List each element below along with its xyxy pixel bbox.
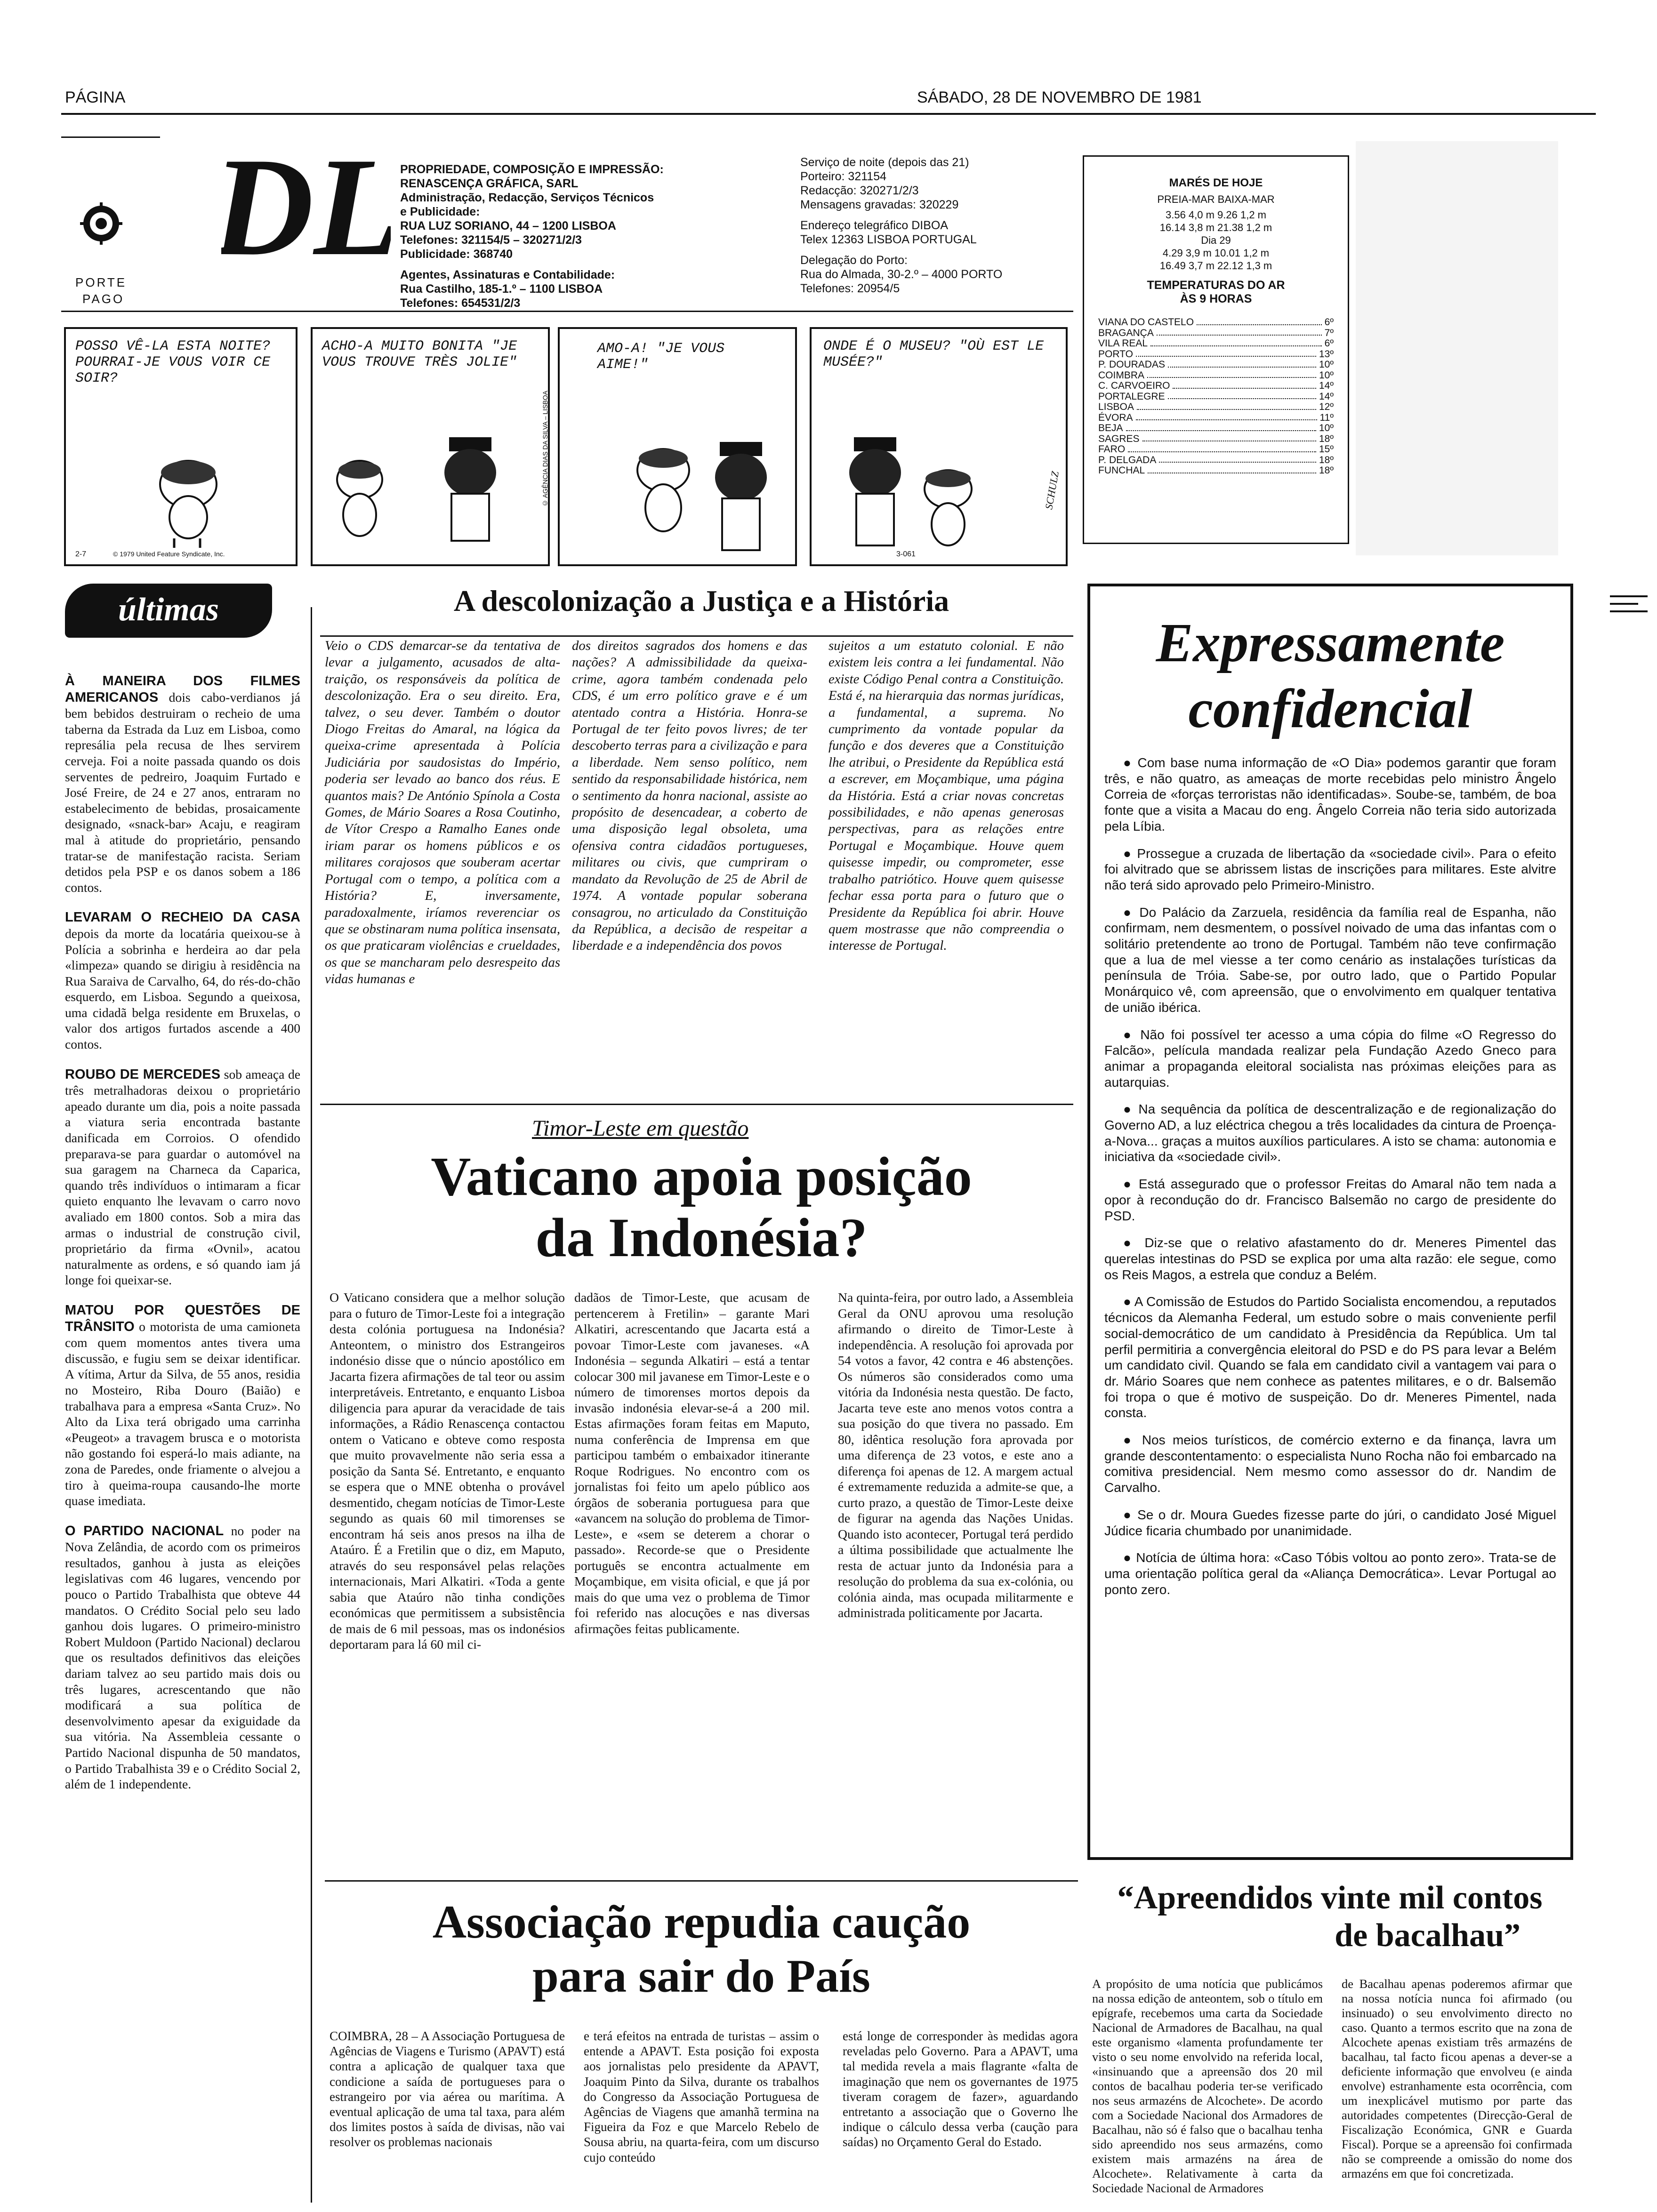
ultimas-item <box>65 1066 300 1288</box>
tides-title: MARÉS DE HOJE <box>1169 176 1263 189</box>
leader-dots <box>1159 455 1316 463</box>
ultimas-label: últimas <box>118 592 219 628</box>
bullet-icon: ● <box>1123 1507 1138 1522</box>
temperature-row <box>1098 338 1334 349</box>
pago-label: PAGO <box>82 292 125 306</box>
comic-strip-number: 2-7 <box>75 550 87 558</box>
comic-signature: SCHULZ <box>1043 470 1061 511</box>
city-name: FARO <box>1098 444 1126 455</box>
bacalhau-col-2: de Bacalhau apenas poderemos afirmar que na nossa notícia nunca foi afirmado (ou insinuado) o seu envolvimento directo no caso. Quanto a termos escrito que na zona de Alcochete apenas existiam três armazéns de bacalhau, tal facto ficou apenas a dever-se a deficiente informação que envolveu (e ainda envolve) estranhamente esta ocorrência, com um inexplicável mutismo por parte das autoridades competentes (Direcção-Geral de Fiscalização Económica, GNR e Guarda Fiscal). Porque se a apreensão foi confirmada não se compreende a omissão do nome dos armazéns em que foi concretizada. <box>1342 1977 1572 2180</box>
ultimas-column <box>65 673 300 1806</box>
temperature-row <box>1098 317 1334 328</box>
temperature-row <box>1098 402 1334 413</box>
header-rule <box>61 113 1596 115</box>
city-name: COIMBRA <box>1098 369 1145 381</box>
services-line <box>800 247 1064 253</box>
bullet-icon: ● <box>1123 1294 1134 1309</box>
temperature-row <box>1098 444 1334 455</box>
associacao-col-3: está longe de corresponder às medidas agora reveladas pelo Governo. Para a APAVT, uma tal medida revela a mais flagrante «falta de imaginação que nem os governantes de 1975 tiveram coragem de fazer», aguardando entretanto a associação que o Governo lhe indique o cálculo dessa verba (caução para saídas) no Orçamento Geral do Estado. <box>843 2029 1078 2149</box>
publisher-line: RENASCENÇA GRÁFICA, SARL <box>400 177 579 190</box>
leader-dots <box>1136 349 1316 357</box>
city-temperature: 18º <box>1319 454 1334 465</box>
corner-shade <box>1356 141 1558 555</box>
leader-dots <box>1128 444 1316 452</box>
publisher-line: e Publicidade: <box>400 205 480 218</box>
temperature-row <box>1098 392 1334 402</box>
descolonizacao-col-3: sujeitos a um estatuto colonial. E não existem leis contra a lei fundamental. Não existe Código Penal contra a Constituição. Está é, na hierarquia das normas jurídicas, a fundamental, a suprema. No cumprimento da vontade popular da função e dos deveres que a Constituição lhe atribui, o Presidente da República está a escrever, em Moçambique, uma página da História. Está a criar novas concretas possibilidades, e não apenas generosas perspectivas, para as relações entre Portugal e Moçambique. Houve quem quisesse impedir, ou comprometer, esse trabalho patriótico. Houve quem quisesse fechar essa porta para o futuro que o Presidente da República foi abrir. Houve quem mostrasse que não compreendia o interesse de Portugal. <box>828 638 1064 954</box>
tide-row: 4.29 3,9 m 10.01 1,2 m <box>1162 247 1270 259</box>
timor-bottom-rule <box>325 1880 1078 1882</box>
tide-row: 16.14 3,8 m 21.38 1,2 m <box>1159 222 1272 233</box>
confidential-item-text: Prossegue a cruzada de libertação da «sociedade civil». Para o efeito foi alvitrado que se abrissem listas de inscrições para militares. Este alvitre não terá sido aprovado pelo Primeiro-Ministro. <box>1104 846 1556 892</box>
bullet-icon: ● <box>1123 846 1137 861</box>
ultimas-item <box>65 909 300 1052</box>
bullet-icon: ● <box>1123 755 1138 770</box>
bullet-icon: ● <box>1123 1235 1145 1250</box>
associacao-col-2: e terá efeitos na entrada de turistas – assim o entende a APAVT. Esta posição foi exposta aos jornalistas pelo presidente da APAVT, Joaquim Pinto da Silva, durante os trabalhos do Congresso da Associação Portuguesa de Agências de Viagens que amanhã termina na Figueira da Foz e que Marcelo Rebelo de Sousa abriu, na quarta-feira, com um discurso cujo conteúdo <box>584 2029 819 2164</box>
services-line: Telefones: 20954/5 <box>800 282 900 295</box>
confidential-item-text: Diz-se que o relativo afastamento do dr. Meneres Pimentel das querelas intestinas do PSD se explica por uma alta razão: ele segue, como os Reis Magos, a estrela que conduz a Belém. <box>1104 1235 1556 1282</box>
comic-panel4-code: 3-061 <box>896 550 916 558</box>
city-name: BEJA <box>1098 423 1123 433</box>
bullet-icon: ● <box>1123 1027 1141 1042</box>
snoopy-girl-icon <box>840 433 990 555</box>
city-name: FUNCHAL <box>1098 465 1145 476</box>
temp-title: TEMPERATURAS DO AR <box>1147 279 1285 292</box>
city-temperature: 7º <box>1324 327 1334 338</box>
expressamente-title-2: confidencial <box>1188 678 1472 739</box>
city-name: SAGRES <box>1098 433 1140 444</box>
confidential-item <box>1104 1176 1556 1224</box>
temp-subtitle: ÀS 9 HORAS <box>1180 292 1252 305</box>
ultimas-item-text: o motorista de uma camioneta com quem momentos antes tivera uma discussão, e fugiu sem se deixar identificar. A vítima, Artur da Silva, de 55 anos, residia no Mosteiro, Riba Douro (Baião) e trabalhava para a empresa «Santa Cruz». No Alto da Lixa terá obrigado uma carrinha «Peugeot» a travagem brusca e o motorista não gostando foi esperá-lo mais adiante, na zona de Paredes, onde friamente o alvejou a tiro à queima-roupa causando-lhe morte quase imediata. <box>65 1319 300 1508</box>
ultimas-item <box>65 673 300 895</box>
girl-icon <box>430 433 510 555</box>
expressamente-box <box>1087 584 1573 1860</box>
ultimas-item-lead: ROUBO DE MERCEDES <box>65 1066 221 1082</box>
confidential-item-text: Na sequência da política de descentralização e de regionalização do Governo AD, a luz eléctrica chegou a três localidades da cintura de Proença-a-Nova... graças a muitos auxílios particulares. A isto se chama: autonomia e iniciativa da «sociedade civil». <box>1104 1102 1556 1164</box>
comic-bubble-3: AMO-A! "JE VOUS AIME!" <box>597 341 725 373</box>
descolonizacao-rule <box>320 635 1073 637</box>
confidential-item-text: Notícia de última hora: «Caso Tóbis voltou ao ponto zero». Trata-se de uma orientação política geral da «Aliança Democrática». Levar Portugal ao ponto zero. <box>1104 1550 1556 1597</box>
bullet-icon: ● <box>1123 1177 1139 1192</box>
ultimas-rule <box>311 607 312 2203</box>
services-line <box>800 212 1064 218</box>
confidential-item <box>1104 846 1556 893</box>
dl-logo-text: DL <box>221 128 391 285</box>
tide-row: Dia 29 <box>1201 234 1231 246</box>
publisher-line: Rua Castilho, 185-1.º – 1100 LISBOA <box>400 282 603 296</box>
bullet-icon: ● <box>1123 1433 1142 1448</box>
tides-subtitle: PREIA-MAR BAIXA-MAR <box>1157 193 1275 205</box>
city-temperature: 13º <box>1319 348 1334 360</box>
publisher-line: Publicidade: 368740 <box>400 248 513 261</box>
publisher-line: Telefones: 321154/5 – 320271/2/3 <box>400 233 582 247</box>
city-name: ÉVORA <box>1098 412 1133 423</box>
snoopy-icon <box>327 451 393 545</box>
temperature-row <box>1098 423 1334 434</box>
bullet-icon: ● <box>1123 1550 1136 1565</box>
publisher-line: PROPRIEDADE, COMPOSIÇÃO E IMPRESSÃO: <box>400 163 664 176</box>
leader-dots <box>1157 328 1322 336</box>
confidential-item-text: Está assegurado que o professor Freitas do Amaral não tem nada a opor à recondução do dr. Francisco Balsemão no cargo de presidente do PSD. <box>1104 1177 1556 1223</box>
city-name: BRAGANÇA <box>1098 327 1154 338</box>
temperature-row <box>1098 328 1334 339</box>
timor-headline-2: da Indonésia? <box>535 1207 868 1268</box>
expressamente-items <box>1104 755 1556 1597</box>
temperature-row <box>1098 360 1334 370</box>
confidential-item-text: Se o dr. Moura Guedes fizesse parte do júri, o candidato José Miguel Júdice ficaria chumbado por unanimidade. <box>1104 1507 1556 1538</box>
timor-kicker: Timor-Leste em questão <box>532 1116 749 1141</box>
page-date: SÁBADO, 28 DE NOVEMBRO DE 1981 <box>917 88 1202 106</box>
ultimas-item-text: no poder na Nova Zelândia, de acordo com os primeiros resultados, ganhou à justa as eleições legislativas com 46 lugares, vencendo por pouco o Partido Trabalhista que obteve 44 mandatos. O Crédito Social pelo seu lado ganhou dois lugares. O primeiro-ministro Robert Muldoon (Partido Nacional) declarou que os resultados definitivos das eleições dariam talvez ao seu partido mais dois ou três lugares, acrescentando que não modificará a sua política de desenvolvimento apesar da exiguidade da sua vitória. Na Assembleia cessante o Partido Nacional dispunha de 50 mandatos, o Partido Trabalhista 39 e o Crédito Social 2, além de 1 independente. <box>65 1523 300 1792</box>
confidential-item-text: Do Palácio da Zarzuela, residência da família real de Espanha, não confirmam, nem desmentem, o possível noivado de uma das infantas com o solitário pretendente ao trono de Portugal. Também não teve confirmação que a lua de mel viesse a ter como cenário as instalações turísticas da península de Tróia. Sabe-se, por outro lado, que o Partido Popular Monárquico vê, com apreensão, que o envolvimento em qualquer tentativa de união ibérica. <box>1104 905 1556 1015</box>
temperature-row <box>1098 381 1334 392</box>
confidential-item <box>1104 1101 1556 1165</box>
descolonizacao-col-1: Veio o CDS demarcar-se da tentativa de levar a julgamento, acusados de alta-traição, os responsáveis da política de descolonização. Era o seu direito. Era, talvez, o seu dever. Também o doutor Diogo Freitas do Amaral, na lógica da queixa-crime apresentada à Polícia Judiciária por saudosistas do Império, poderia ser levado ao banco dos réus. E quantos mais? De António Spínola a Costa Gomes, de Mário Soares a Rosa Coutinho, de Vítor Crespo a Ramalho Eanes onde iriam parar os homens públicos e os militares corajosos que souberam acertar Portugal com o tempo, a política com a História? E, inversamente, paradoxalmente, iríamos reverenciar os que se obstinaram numa política insensata, os que praticaram violências e crueldades, os que se mancharam pelo desrespeito das vidas humanas e <box>325 638 560 987</box>
temperature-row <box>1098 370 1334 381</box>
descolonizacao-headline: A descolonização a Justiça e a História <box>453 584 949 617</box>
city-name: P. DELGADA <box>1098 454 1157 465</box>
leader-dots <box>1148 465 1316 473</box>
ultimas-item-text: sob ameaça de três metralhadoras deixou o proprietário apeado durante um dia, pois a noite passada a viatura seria encontrada bastante danificada em Corroios. O ofendido preparava-se para guardar o automóvel na sua garagem na Charneca da Caparica, quando três indivíduos o intimaram a ficar quieto enquanto lhe levavam o carro novo avaliado em 1800 contos. Sob a mira das armas o industrial de construção civil, proprietário da firma «Ovnil», acatou naturalmente as ordens, e só quando iam já longe foi queixar-se. <box>65 1066 300 1288</box>
city-name: PORTO <box>1098 348 1133 360</box>
city-temperature: 15º <box>1319 444 1334 455</box>
bullet-icon: ● <box>1123 1102 1139 1117</box>
dl-logo <box>221 127 391 297</box>
confidential-item <box>1104 1507 1556 1539</box>
ultimas-banner <box>65 584 272 638</box>
services-info <box>800 155 1064 296</box>
confidential-item-text: Nos meios turísticos, de comércio externo e da finança, lavra um grande descontentamento: o especialista Nuno Rocha não foi embarcado na comitiva presidencial. Nem mesmo como assessor do dr. Nandim de Carvalho. <box>1104 1433 1556 1495</box>
publisher-line: Administração, Redacção, Serviços Técnicos <box>400 191 654 204</box>
porte-label: PORTE <box>75 275 127 289</box>
page-label: PÁGINA <box>65 88 126 106</box>
bacalhau-col-1: A propósito de uma notícia que publicámos na nossa edição de anteontem, sob o título em epígrafe, recebemos uma carta da Sociedade Nacional de Armadores de Bacalhau, na qual este organismo «lamenta profundamente ter visto o seu nome envolvido na referida local, «insinuando que a apreensão dos 20 mil contos de bacalhau poderia ter-se verificado nos seus armazéns de Alcochete». De acordo com a Sociedade Nacional dos Armadores de Bacalhau, não só é falso que o bacalhau tenha sido apreendido nos seus armazéns, como existem mais armazéns na área de Alcochete». Relativamente à carta da Sociedade Nacional de Armadores <box>1092 1977 1323 2195</box>
margin-marks <box>1610 595 1648 612</box>
city-name: P. DOURADAS <box>1098 359 1165 370</box>
services-line: Mensagens gravadas: 320229 <box>800 198 959 211</box>
city-temperature: 18º <box>1319 433 1334 444</box>
publisher-info <box>400 162 739 310</box>
city-name: VIANA DO CASTELO <box>1098 317 1194 328</box>
comic-bubble-2: ACHO-A MUITO BONITA "JE VOUS TROUVE TRÈS JOLIE" <box>322 338 517 370</box>
timor-col-3: Na quinta-feira, por outro lado, a Assembleia Geral da ONU aprovou uma resolução afirmando o direito de Timor-Leste à independência. A resolução foi aprovada por 54 votos a favor, 42 contra e 46 abstenções. Os números são considerados como uma vitória da Indonésia nesta questão. De facto, Jacarta teve este ano menos votos contra a sua posição do que tivera no passado. Em 80, idêntica resolução fora aprovada por uma diferença de 23 votos, e este ano a diferença foi apenas de 12. A margem actual é extremamente reduzida a admite-se que, a curto prazo, a questão de Timor-Leste deixe de figurar na agenda das Nações Unidas. Quando isto acontecer, Portugal terá perdido a última possibilidade que actualmente lhe resta de actuar junto da Indonésia para a resolução do problema da sua ex-colónia, ou colónia ainda, mas ocupada militarmente e administrada politicamente por Jacarta. <box>838 1290 1073 1620</box>
comic-bubble-1: POSSO VÊ-LA ESTA NOITE? POURRAI-JE VOUS VOIR CE SOIR? <box>75 338 271 386</box>
comic-panel-2 <box>311 327 550 566</box>
services-line: Endereço telegráfico DIBOA <box>800 219 949 232</box>
leader-dots <box>1137 402 1316 410</box>
snoopy-kissing-icon <box>626 437 786 560</box>
city-temperature: 10º <box>1319 423 1334 433</box>
city-name: VILA REAL <box>1098 338 1148 349</box>
associacao-headline-1: Associação repudia caução <box>432 1896 971 1948</box>
services-line: Serviço de noite (depois das 21) <box>800 156 969 169</box>
city-name: PORTALEGRE <box>1098 391 1165 402</box>
descolonizacao-bottom-rule <box>320 1104 1073 1105</box>
timor-col-1: O Vaticano considera que a melhor solução para o futuro de Timor-Leste foi a integração desta colónia portuguesa na Indonésia? Anteontem, o ministro dos Estrangeiros indonésio disse que o núncio apostólico em Jacarta fizera afirmações de tal teor ou assim interpretáveis. Entretanto, e enquanto Lisboa diligencia para apurar da veracidade de tais informações, a Rádio Renascença contactou ontem o Vaticano e obteve como resposta que muito provavelmente não seria essa a posição da Santa Sé. Entretanto, e enquanto se espera que o MNE obtenha o provável desmentido, chegam notícias de Timor-Leste segundo as quais 60 mil timorenses se encontram há seis anos presos na ilha de Ataúro. É a Fretilin que o diz, em Maputo, através do seu responsável pelas relações internacionais, Mari Alkatiri. «Toda a gente sabia que Ataúro não tinha condições económicas que permitissem a subsistência de mais de 6 mil pessoas, mas os indonésios deportaram para lá 60 mil ci- <box>330 1290 565 1651</box>
services-line: Delegação do Porto: <box>800 254 908 267</box>
city-temperature: 10º <box>1319 359 1334 370</box>
city-temperature: 11º <box>1319 412 1334 423</box>
publisher-line: Telefones: 654531/2/3 <box>400 297 521 310</box>
city-name: LISBOA <box>1098 401 1134 412</box>
comic-bubble-4: ONDE É O MUSEU? "OÙ EST LE MUSÉE?" <box>823 338 1044 370</box>
publisher-line: Agentes, Assinaturas e Contabilidade: <box>400 268 615 281</box>
confidential-item <box>1104 1027 1556 1090</box>
timor-col-2: dadãos de Timor-Leste, que acusam de pertencerem à Fretilin» – garante Mari Alkatiri, acrescentando que Jacarta está a povoar Timor-Leste com javaneses. «A Indonésia – segunda Alkatiri – está a tentar colocar 300 mil javanese em Timor-Leste e o número de timorenses mortos depois da invasão indonésia elevar-se-á a 200 mil. Estas afirmações foram feitas em Maputo, numa conferência de Imprensa em que participou também o embaixador itinerante Roque Rodrigues. No encontro com os jornalistas foi feito um apelo público aos órgãos de soberania portuguesa para que «avancem na solução do problema de Timor-Leste», e «sem se deterem a chorar o passado». Recorde-se que o Presidente português se encontra actualmente em Moçambique, em visita oficial, e que já por mais do que uma vez o problema de Timor foi referido nas alocuções e nas diversas afirmações feitas publicamente. <box>574 1290 810 1636</box>
tides-table <box>1084 208 1348 272</box>
ultimas-item-lead: O PARTIDO NACIONAL <box>65 1523 224 1539</box>
leader-dots <box>1126 423 1316 431</box>
snoopy-icon <box>146 447 231 550</box>
temperature-row <box>1098 465 1334 476</box>
header-rule-left <box>61 136 160 138</box>
bullet-icon: ● <box>1123 905 1140 920</box>
ultimas-item-lead: MATOU POR QUESTÕES DE TRÂNSITO <box>65 1302 300 1334</box>
ultimas-item-text: depois da morte da locatária queixou-se à Polícia a sobrinha e herdeira ao dar pela «limpeza» quando se dirigiu à residência na Rua Saraiva de Carvalho, 64, do rés-do-chão esquerdo, em Lisboa. Segundo a queixosa, uma cidadã belga residente em Bruxelas, o valor dos artigos furtados ascende a 400 contos. <box>65 926 300 1052</box>
ultimas-item <box>65 1523 300 1792</box>
city-temperature: 12º <box>1319 401 1334 412</box>
ultimas-item-lead: LEVARAM O RECHEIO DA CASA <box>65 910 300 925</box>
temperature-row <box>1098 349 1334 360</box>
leader-dots <box>1173 381 1316 389</box>
city-temperature: 14º <box>1319 380 1334 391</box>
ultimas-item-text: dois cabo-verdianos já bem bebidos destruiram o recheio de uma taberna da Estrada da Luz em Lisboa, como represália pela recusa de lhes servirem cerveja. Foi a noite passada quando os dois serventes de pedreiro, Joaquim Furtado e José Freire, de 24 e 27 anos, entraram no estabelecimento de bebidas, prosaicamente designado, «snack-bar» Acaju, e reagiram mal à atitude do proprietário, pensando tratar-se de manifestação racista. Seriam detidos pela PSP e os danos sobem a 186 contos. <box>65 689 300 895</box>
weather-box <box>1083 155 1349 544</box>
masthead-rule <box>61 311 1073 312</box>
tide-row: 3.56 4,0 m 9.26 1,2 m <box>1165 209 1267 221</box>
confidential-item <box>1104 1432 1556 1496</box>
expressamente-title-1: Expressamente <box>1156 612 1505 673</box>
confidential-item <box>1104 1235 1556 1282</box>
leader-dots <box>1136 413 1317 421</box>
city-temperature: 6º <box>1324 338 1334 349</box>
services-line: Redacção: 320271/2/3 <box>800 184 919 197</box>
descolonizacao-col-2: dos direitos sagrados dos homens e das nações? A admissibilidade da queixa-crime, agora também condenada pelo CDS, é um erro político grave e é um atentado contra a História. Honra-se Portugal de ter feito povos livres; de ter descoberto terras para a civilização e para a liberdade. Nem senso político, nem sentido da responsabilidade histórica, nem o sentimento da honra nacional, assiste ao propósito de desencadear, a coberto de uma disposição legal obsoleta, uma ofensiva contra cidadãos portugueses, militares ou civis, que cumpriram o mandato da Revolução de 25 de Abril de 1974. A vontade popular soberana consagrou, no articulado da Constituição da República, a decisão de respeitar a liberdade e a independência dos povos <box>572 638 807 954</box>
city-temperature: 10º <box>1319 369 1334 381</box>
confidential-item <box>1104 905 1556 1016</box>
leader-dots <box>1197 317 1322 325</box>
leader-dots <box>1142 434 1316 442</box>
temperature-row <box>1098 455 1334 466</box>
associacao-headline-2: para sair do País <box>532 1950 870 2002</box>
comic-panel-3 <box>558 327 797 566</box>
comic-panel-1 <box>64 327 298 566</box>
associacao-col-1: COIMBRA, 28 – A Associação Portuguesa de Agências de Viagens e Turismo (APAVT) está contra a aplicação de qualquer taxa que condicione a saída de portugueses para o estrangeiro por via aérea ou marítima. A eventual aplicação de uma tal taxa, para além dos limites postos à saída de divisas, não vai resolver os problemas nacionais <box>330 2029 565 2149</box>
leader-dots <box>1168 360 1316 368</box>
confidential-item <box>1104 1550 1556 1597</box>
timor-headline-1: Vaticano apoia posição <box>431 1146 972 1207</box>
city-temperature: 6º <box>1324 317 1334 328</box>
tide-row: 16.49 3,7 m 22.12 1,3 m <box>1159 260 1272 272</box>
bacalhau-headline-1: “Apreendidos vinte mil contos <box>1117 1880 1543 1916</box>
temperature-row <box>1098 434 1334 445</box>
city-name: C. CARVOEIRO <box>1098 380 1170 391</box>
services-line: Rua do Almada, 30-2.º – 4000 PORTO <box>800 268 1003 281</box>
confidential-item-text: A Comissão de Estudos do Partido Socialista encomendou, a reputados técnicos da Alemanha Federal, um estudo sobre o mais conveniente perfil social-democrático de um candidato à Presidência da República. Um tal perfil permitiria a convergência eleitoral do PSD e do PS para levar a Belém um candidato civil. Quando se fala em candidato civil a vantagem vai para o dr. Mário Soares que nem conhece as patentes militares, e o dr. Balsemão foi tropa o que é motivo de suspeição. Do dr. Meneres Pimentel, nada consta. <box>1104 1294 1556 1420</box>
leader-dots <box>1168 392 1316 400</box>
confidential-item <box>1104 755 1556 834</box>
comic-panel-4 <box>810 327 1068 566</box>
comic-side-credit: © AGÊNCIA DIAS DA SILVA – LISBOA <box>541 391 549 507</box>
publisher-line: RUA LUZ SORIANO, 44 – 1200 LISBOA <box>400 219 616 232</box>
ultimas-item-lead: À MANEIRA DOS FILMES AMERICANOS <box>65 673 300 705</box>
city-temperature: 18º <box>1319 465 1334 476</box>
leader-dots <box>1147 370 1316 378</box>
services-line: Telex 12363 LISBOA PORTUGAL <box>800 233 977 246</box>
confidential-item <box>1104 1294 1556 1421</box>
publisher-line <box>400 261 739 268</box>
seal-icon <box>80 202 122 245</box>
ultimas-item <box>65 1302 300 1509</box>
temperature-list <box>1098 317 1334 476</box>
confidential-item-text: Não foi possível ter acesso a uma cópia do filme «O Regresso do Falcão», película mandada realizar pela Fundação Azedo Gneco para animar a propaganda eleitoral socialista nas próximas eleições para as autarquias. <box>1104 1027 1556 1090</box>
city-temperature: 14º <box>1319 391 1334 402</box>
bacalhau-headline-2: de bacalhau” <box>1335 1917 1520 1954</box>
services-line: Porteiro: 321154 <box>800 170 886 183</box>
temperature-row <box>1098 413 1334 424</box>
leader-dots <box>1150 338 1322 346</box>
comic-copyright: © 1979 United Feature Syndicate, Inc. <box>113 550 225 558</box>
confidential-item-text: Com base numa informação de «O Dia» podemos garantir que foram três, e não quatro, as ameaças de morte recebidas pelo ministro Ângelo Correia de «forças terroristas não identificadas». Soube-se, também, de boa fonte que a visita a Macau do eng. Ângelo Correia não teria sido autorizada pela Líbia. <box>1104 755 1556 834</box>
